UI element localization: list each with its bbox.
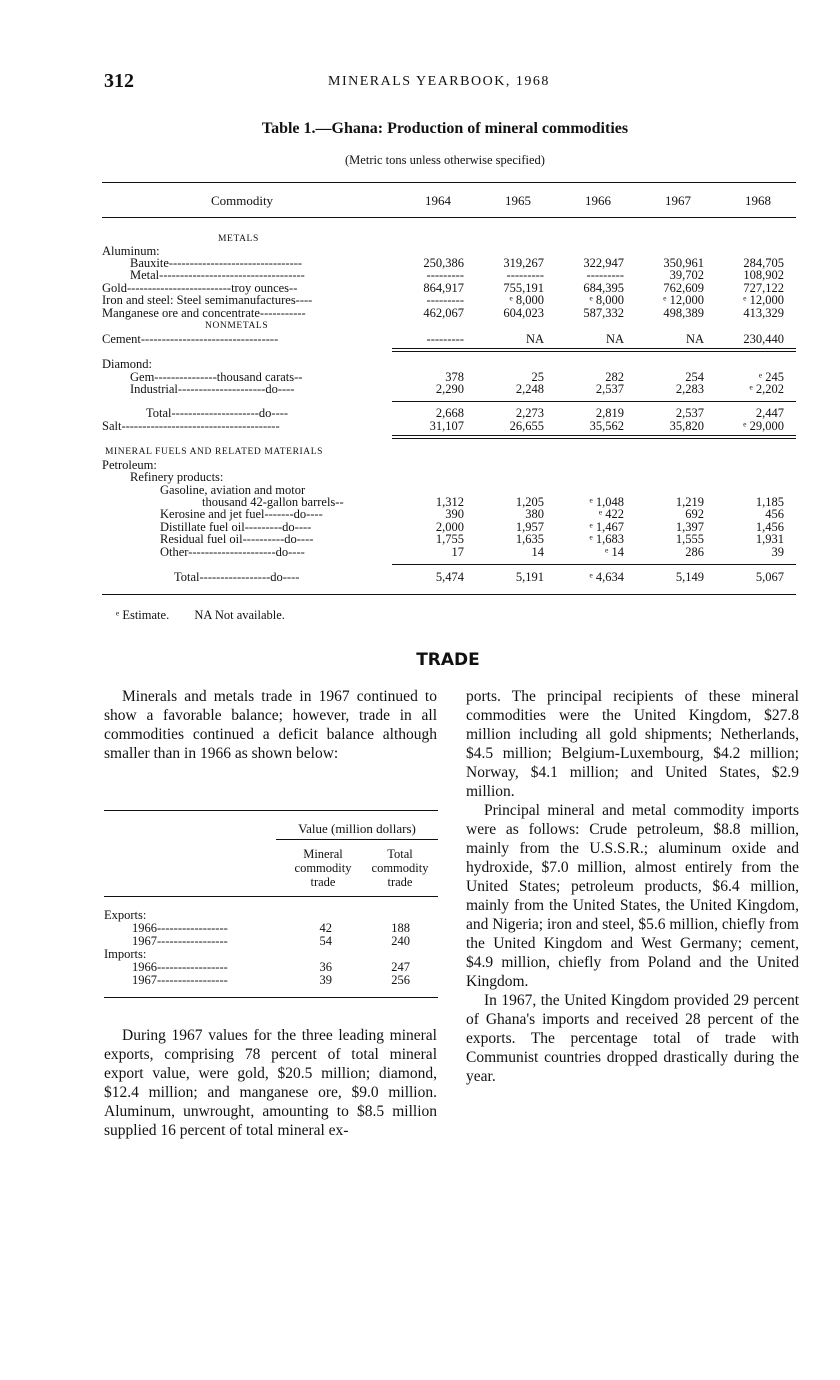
cell: 1,185 — [755, 495, 784, 509]
cell: 282 — [605, 370, 624, 384]
row-label: Petroleum: — [102, 458, 157, 472]
cell: ᵉ 4,634 — [589, 570, 624, 584]
table-row — [0, 471, 840, 484]
cell: 1,312 — [435, 495, 464, 509]
column-header-year: 1964 — [425, 193, 451, 208]
cell: --------- — [426, 268, 464, 282]
trade-row-label: 1967----------------- — [132, 973, 228, 987]
cell: 2,000 — [435, 520, 464, 534]
cell: 2,273 — [515, 406, 544, 420]
paragraph: Principal mineral and metal commodity imports were as follows: Crude petroleum, $8.8 million, mainly from the U.S.S.R.; aluminum oxide and hydroxide, $7.0 million, almost entirely from the United States; petroleum products, $6.4 million, mainly from the United States, the United Kingdom, and Nigeria; iron and steel, $5.6 million, chiefly from the United Kingdom and West Germany; cement, $4.9 million, chiefly from Poland and the United Kingdom. — [466, 802, 799, 990]
cell: 1,755 — [435, 532, 464, 546]
cell: 31,107 — [429, 419, 464, 433]
section-label-nonmetals: NONMETALS — [205, 321, 269, 331]
cell: ᵉ 1,683 — [589, 532, 624, 546]
cell: 350,961 — [663, 256, 704, 270]
row-label: Iron and steel: Steel semimanufactures---- — [102, 293, 313, 307]
column-header-year: 1965 — [505, 193, 531, 208]
cell: ᵉ 1,467 — [589, 520, 624, 534]
cell: 39,702 — [669, 268, 704, 282]
paragraph: In 1967, the United Kingdom provided 29 percent of Ghana's imports and received 28 percent of the exports. The percentage total of trade with Communist countries dropped drastically during the year. — [466, 992, 799, 1085]
cell: ᵉ 29,000 — [743, 419, 784, 433]
trade-cell: 240 — [391, 934, 410, 948]
table-top-rule — [102, 182, 796, 183]
cell: 1,555 — [675, 532, 704, 546]
cell: 684,395 — [583, 281, 624, 295]
cell: 692 — [685, 507, 704, 521]
row-label: Distillate fuel oil---------do---- — [160, 520, 312, 534]
row-label: Salt-------------------------------------- — [102, 419, 280, 433]
column-header-year: 1968 — [745, 193, 771, 208]
cell: NA — [605, 332, 624, 346]
cell: 39 — [771, 545, 784, 559]
trade-cell: 36 — [319, 960, 332, 974]
cell: --------- — [426, 332, 464, 346]
row-label: Gold-------------------------troy ounces-- — [102, 281, 298, 295]
cell: 1,931 — [755, 532, 784, 546]
double-rule — [392, 348, 796, 352]
trade-col-header-mineral: Mineral commodity trade — [294, 847, 352, 889]
cell: ᵉ 8,000 — [509, 293, 544, 307]
table-row — [0, 307, 840, 320]
cell: 1,219 — [675, 495, 704, 509]
cell: 250,386 — [423, 256, 464, 270]
cell: 2,537 — [675, 406, 704, 420]
paragraph: During 1967 values for the three leading mineral exports, comprising 78 percent of total mineral export value, were gold, $20.5 million; diamond, $12.4 million; and manganese ore, $9.0 million. Aluminum, unwrought, amounting to $8.5 million supplied 16 percent of total mineral ex- — [104, 1027, 437, 1139]
cell: 587,332 — [583, 306, 624, 320]
cell: 2,283 — [675, 382, 704, 396]
subtotal-rule — [392, 564, 796, 565]
trade-row-label: Exports: — [104, 908, 147, 922]
row-label: Total---------------------do---- — [146, 406, 289, 420]
trade-cell: 54 — [319, 934, 332, 948]
paragraph: Minerals and metals trade in 1967 continued to show a favorable balance; however, trade in all commodities continued a deficit balance although smaller than in 1966 as shown below: — [104, 688, 437, 762]
cell: 1,635 — [515, 532, 544, 546]
cell: 319,267 — [503, 256, 544, 270]
right-column — [466, 687, 799, 1086]
cell: 1,456 — [755, 520, 784, 534]
cell: 755,191 — [503, 281, 544, 295]
table-subtitle: (Metric tons unless otherwise specified) — [345, 153, 545, 167]
cell: 5,067 — [755, 570, 784, 584]
cell: 322,947 — [583, 256, 624, 270]
table-row — [0, 533, 840, 546]
cell: 35,820 — [669, 419, 704, 433]
trade-row-label: 1966----------------- — [132, 921, 228, 935]
cell: ᵉ 14 — [605, 545, 624, 559]
trade-row-label: 1966----------------- — [132, 960, 228, 974]
trade-table-bottom-rule — [104, 997, 438, 998]
cell: ᵉ 8,000 — [589, 293, 624, 307]
cell: 413,329 — [743, 306, 784, 320]
row-label: Aluminum: — [102, 244, 160, 258]
row-label: Gem---------------thousand carats-- — [130, 370, 303, 384]
page-number: 312 — [104, 70, 134, 92]
cell: 230,440 — [743, 332, 784, 346]
cell: --------- — [506, 268, 544, 282]
cell: 254 — [685, 370, 704, 384]
row-label: Bauxite-------------------------------- — [130, 256, 303, 270]
row-label: Manganese ore and concentrate----------- — [102, 306, 306, 320]
row-label: Other---------------------do---- — [160, 545, 305, 559]
trade-row-label: Imports: — [104, 947, 147, 961]
row-label: Residual fuel oil----------do---- — [160, 532, 314, 546]
cell: NA — [685, 332, 704, 346]
table-row — [0, 383, 840, 396]
cell: --------- — [586, 268, 624, 282]
footnote-estimate: ᵉ Estimate. — [116, 608, 170, 622]
cell: 462,067 — [423, 306, 464, 320]
row-label: thousand 42-gallon barrels-- — [202, 495, 344, 509]
row-label: Diamond: — [102, 357, 152, 371]
table-row — [0, 571, 840, 584]
column-header-commodity: Commodity — [210, 193, 274, 208]
trade-col-header-total: Total commodity trade — [371, 847, 429, 889]
subtotal-rule — [392, 401, 796, 402]
section-heading: TRADE — [416, 650, 480, 670]
trade-row-label: 1967----------------- — [132, 934, 228, 948]
table-row — [0, 420, 840, 433]
cell: 1,957 — [515, 520, 544, 534]
cell: ᵉ 1,048 — [589, 495, 624, 509]
trade-header-rule — [104, 896, 438, 897]
trade-group-rule — [276, 839, 438, 840]
cell: 2,819 — [595, 406, 624, 420]
cell: 5,149 — [675, 570, 704, 584]
cell: 1,205 — [515, 495, 544, 509]
cell: 108,902 — [743, 268, 784, 282]
cell: 35,562 — [589, 419, 624, 433]
table-row — [0, 333, 840, 346]
cell: 727,122 — [743, 281, 784, 295]
cell: 5,191 — [515, 570, 544, 584]
running-head: MINERALS YEARBOOK, 1968 — [328, 74, 550, 89]
cell: ᵉ 422 — [598, 507, 624, 521]
double-rule — [392, 435, 796, 439]
table-row — [0, 358, 840, 371]
row-label: Cement--------------------------------- — [102, 332, 279, 346]
table-row — [0, 546, 840, 559]
table-title: Table 1.—Ghana: Production of mineral commodities — [261, 120, 629, 137]
column-header-year: 1966 — [585, 193, 611, 208]
cell: 2,447 — [755, 406, 784, 420]
section-label-metals: METALS — [218, 234, 259, 244]
row-label: Gasoline, aviation and motor — [160, 483, 306, 497]
trade-cell: 39 — [319, 973, 332, 987]
row-label: Kerosine and jet fuel-------do---- — [160, 507, 323, 521]
header-rule — [102, 217, 796, 218]
row-label: Total-----------------do---- — [174, 570, 300, 584]
trade-cell: 247 — [391, 960, 410, 974]
cell: 25 — [531, 370, 544, 384]
footnote-na: NA Not available. — [194, 608, 285, 622]
cell: 390 — [445, 507, 464, 521]
cell: 456 — [765, 507, 784, 521]
cell: 2,290 — [435, 382, 464, 396]
table-row — [0, 508, 840, 521]
cell: 1,397 — [675, 520, 704, 534]
table-bottom-rule — [102, 594, 796, 595]
cell: NA — [525, 332, 544, 346]
paragraph: ports. The principal recipients of these mineral commodities were the United Kingdom, $27.8 million including all gold shipments; Netherlands, $4.5 million; Belgium-Luxembourg, $4.2 million; Norway, $4.1 million; and United States, $2.9 million. — [466, 688, 799, 800]
section-label-fuels: MINERAL FUELS AND RELATED MATERIALS — [105, 447, 324, 457]
cell: --------- — [426, 293, 464, 307]
cell: 17 — [451, 545, 464, 559]
cell: 286 — [685, 545, 704, 559]
trade-cell: 256 — [391, 973, 410, 987]
cell: 762,609 — [663, 281, 704, 295]
trade-group-header: Value (million dollars) — [298, 821, 416, 836]
cell: ᵉ 12,000 — [743, 293, 784, 307]
cell: ᵉ 12,000 — [663, 293, 704, 307]
trade-table-top-rule — [104, 810, 438, 811]
row-label: Metal----------------------------------- — [130, 268, 305, 282]
row-label: Refinery products: — [130, 470, 224, 484]
cell: ᵉ 2,202 — [749, 382, 784, 396]
cell: 864,917 — [423, 281, 464, 295]
table-footnotes — [116, 608, 307, 623]
cell: 2,668 — [435, 406, 464, 420]
cell: ᵉ 245 — [758, 370, 784, 384]
row-label: Industrial---------------------do---- — [130, 382, 295, 396]
trade-cell: 42 — [319, 921, 332, 935]
left-column-exports — [104, 1026, 437, 1140]
cell: 2,248 — [515, 382, 544, 396]
cell: 378 — [445, 370, 464, 384]
left-column-intro — [104, 687, 437, 763]
cell: 284,705 — [743, 256, 784, 270]
cell: 498,389 — [663, 306, 704, 320]
cell: 14 — [531, 545, 544, 559]
trade-cell: 188 — [391, 921, 410, 935]
column-header-year: 1967 — [665, 193, 691, 208]
cell: 26,655 — [509, 419, 544, 433]
cell: 604,023 — [503, 306, 544, 320]
cell: 2,537 — [595, 382, 624, 396]
cell: 5,474 — [435, 570, 464, 584]
cell: 380 — [525, 507, 544, 521]
